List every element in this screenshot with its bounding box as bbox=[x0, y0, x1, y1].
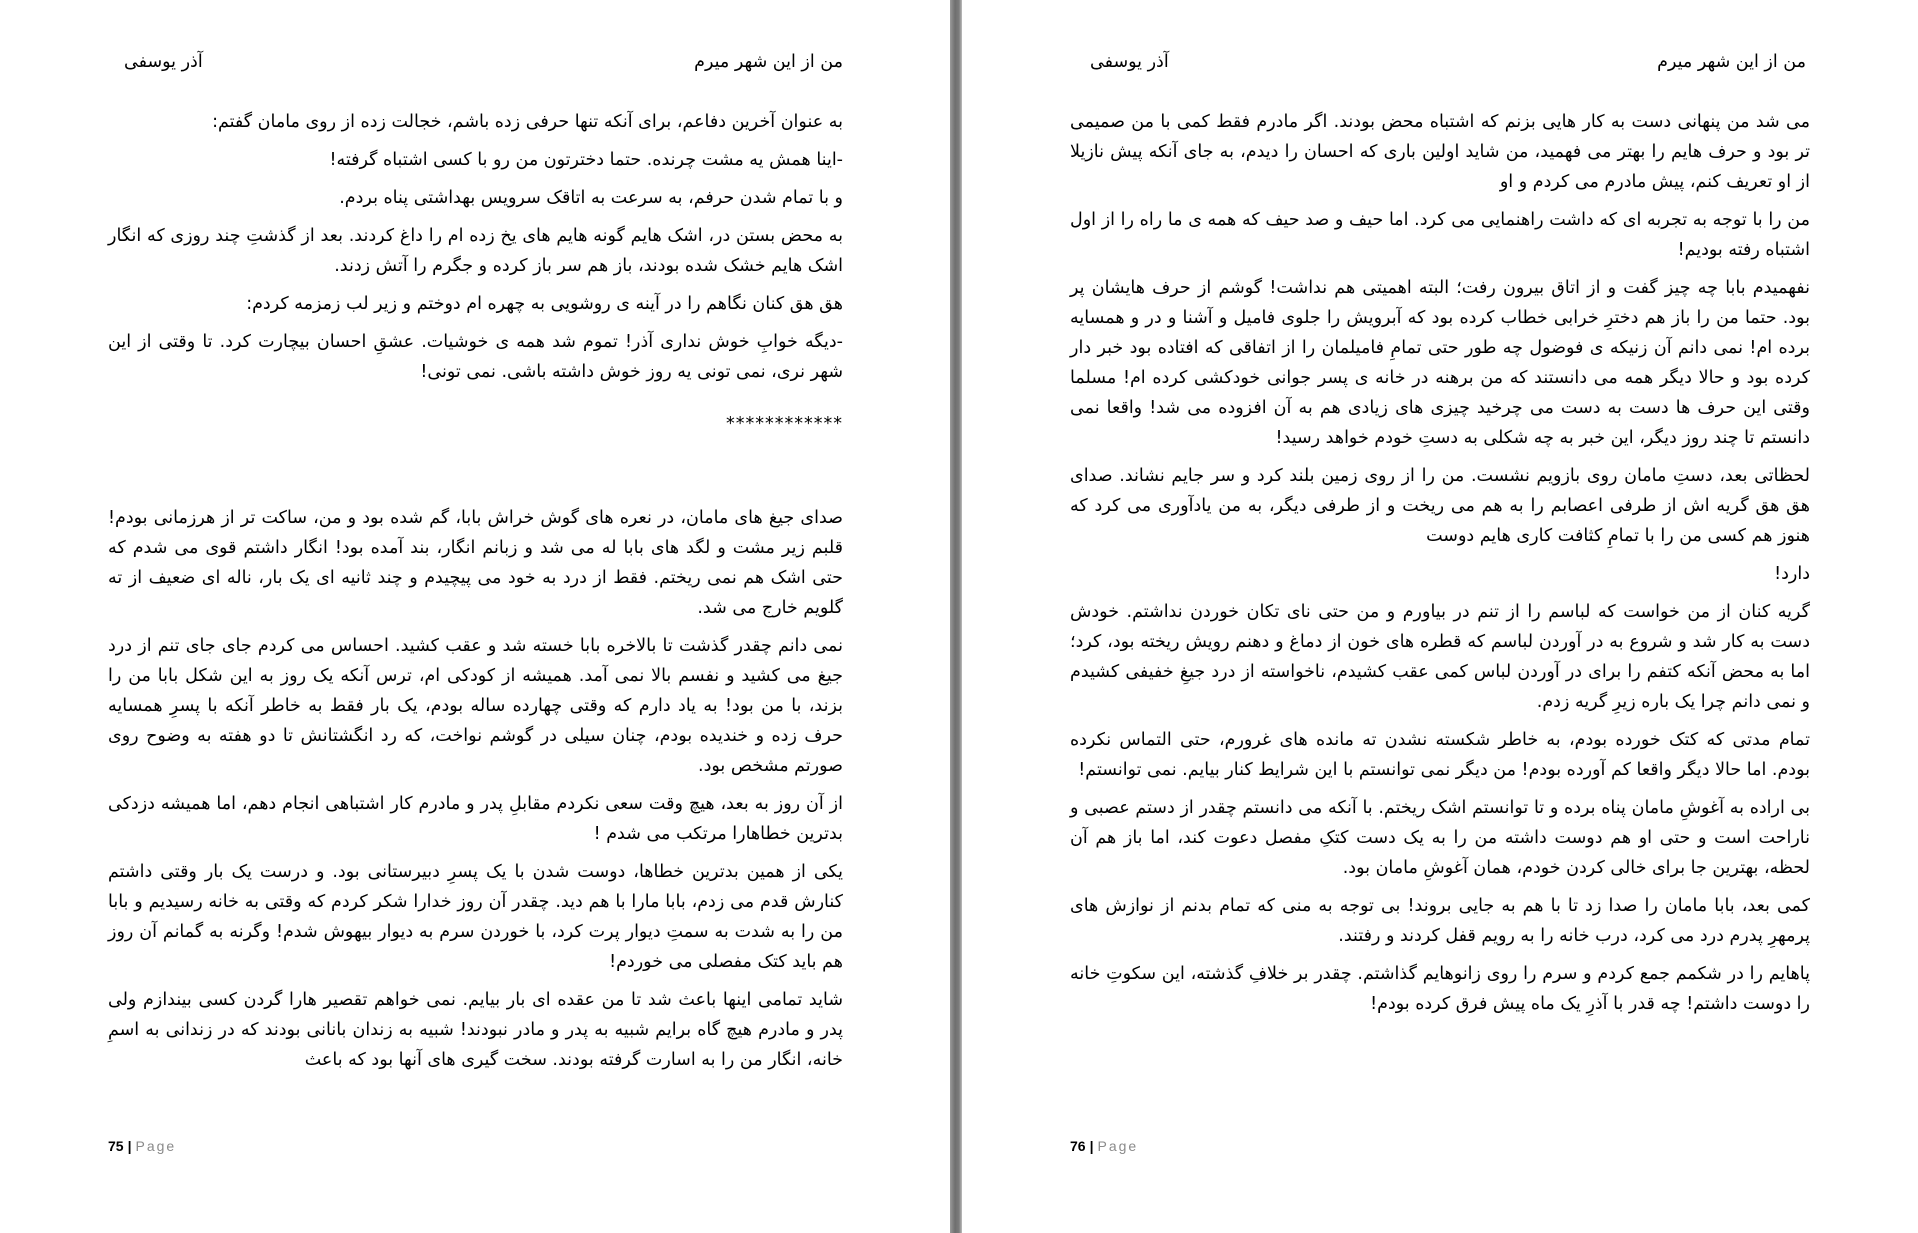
paragraph: تمام مدتی که کتک خورده بودم، به خاطر شکسته نشدن ته مانده های غرورم، حتی التماس نکرده بودم. اما حالا دیگر واقعا کم آورده بودم! من دیگر نمی توانستم با این شرایط کنار بیایم. نمی توانستم! bbox=[1070, 730, 1810, 780]
section-separator: ************ bbox=[726, 414, 843, 434]
paragraph: از آن روز به بعد، هیچ وقت سعی نکردم مقابلِ پدر و مادرم کار اشتباهی انجام دهم، اما همیشه دزدکی بدترین خطاهارا مرتکب می شدم ! bbox=[108, 794, 843, 844]
paragraph: -اینا همش یه مشت چرنده. حتما دخترتون من رو با کسی اشتباه گرفته! bbox=[329, 150, 843, 170]
paragraph: لحظاتی بعد، دستِ مامان روی بازویم نشست. من را از روی زمین بلند کرد و سر جایم نشاند. صدای هق هق گریه اش از طرفی اعصابم را به هم می ریخت و از طرفی دیگر، به من یادآوری می کرد که هنوز هم کسی من را با تمامِ کثافت کاری هایم دوست bbox=[1070, 466, 1810, 546]
paragraph: دارد! bbox=[1774, 564, 1810, 584]
footer-divider: | bbox=[1089, 1138, 1094, 1154]
footer-divider: | bbox=[127, 1138, 132, 1154]
header-author: آذر یوسفی bbox=[124, 52, 203, 72]
header-author: آذر یوسفی bbox=[1090, 52, 1169, 72]
page-body bbox=[108, 107, 843, 1083]
page-75 bbox=[0, 0, 950, 1233]
paragraph: نفهمیدم بابا چه چیز گفت و از اتاق بیرون رفت؛ البته اهمیتی هم نداشت! گوشم از حرف هایشان پر بود. حتما من را باز هم دخترِ خرابی خطاب کرده بود که آبرویش را جلوی فامیل و آشنا و در و همسایه برده ام! نمی دانم آن زنیکه ی فوضول چه طور حتی تمامِ فامیلمان را از اتفاقی که افتاده بود خبر دار کرده بود و حالا دیگر همه می دانستند که من برهنه در خانه ی پسر جوانی خودکشی کرده ام! مسلما وقتی این حرف ها دست به دست می چرخید چیزی های زیادی هم به آن افزوده می شد! واقعا نمی دانستم تا چند روز دیگر، این خبر به چه شکلی به دستِ خودم خواهد رسید! bbox=[1070, 278, 1810, 448]
paragraph: می شد من پنهانی دست به کار هایی بزنم که اشتباه محض بودند. اگر مادرم فقط کمی با من صمیمی تر بود و حرف هایم را بهتر می فهمید، من شاید اولین باری که احسان را دیدم، به جای آنکه پیش نازیلا از او تعریف کنم، پیش مادرم می کردم و او bbox=[1070, 112, 1810, 192]
paragraph: -دیگه خوابِ خوش نداری آذر! تموم شد همه ی خوشیات. عشقِ احسان بیچارت کرد. تا وقتی از این شهر نری، نمی تونی یه روز خوش داشته باشی. نمی تونی! bbox=[108, 332, 843, 382]
page-number: 76 bbox=[1070, 1138, 1086, 1154]
header-title: من از این شهر میرم bbox=[694, 52, 843, 72]
paragraph: به عنوان آخرین دفاعم، برای آنکه تنها حرفی زده باشم، خجالت زده از روی مامان گفتم: bbox=[212, 112, 843, 132]
paragraph: و با تمام شدن حرفم، به سرعت به اتاقک سرویس بهداشتی پناه بردم. bbox=[339, 188, 843, 208]
paragraph: من را با توجه به تجربه ای که داشت راهنمایی می کرد. اما حیف و صد حیف که همه ی ما راه را از اول اشتباه رفته بودیم! bbox=[1070, 210, 1810, 260]
paragraph: پاهایم را در شکمم جمع کردم و سرم را روی زانوهایم گذاشتم. چقدر بر خلافِ گذشته، این سکوتِ خانه را دوست داشتم! چه قدر با آذرِ یک ماه پیش فرق کرده بودم! bbox=[1070, 964, 1810, 1014]
page-label: Page bbox=[1097, 1138, 1139, 1154]
paragraph: یکی از همین بدترین خطاها، دوست شدن با یک پسرِ دبیرستانی بود. و درست یک بار وقتی داشتم کنارش قدم می زدم، بابا مارا با هم دید. چقدر آن روز خدارا شکر کردم که وقتی به خانه رسیدیم و بابا من را به شدت به سمتِ دیوار پرت کرد، با خوردن سرم به دیوار بیهوش شدم! وگرنه به گمانم آن روز هم باید کتک مفصلی می خوردم! bbox=[108, 862, 843, 972]
paragraph: نمی دانم چقدر گذشت تا بالاخره بابا خسته شد و عقب کشید. احساس می کردم جای جای تنم از درد جیغ می کشید و نفسم بالا نمی آمد. همیشه از کودکی ام، ترس آنکه یک روز به این شکل بابا من را بزند، با من بود! به یاد دارم که وقتی چهارده ساله بودم، یک بار فقط به خاطر آنکه با پسرِ همسایه حرف زده و خندیده بودم، چنان سیلی در گوشم نواخت، که رد انگشتانش تا دو هفته به وضوح روی صورتم مشخص بود. bbox=[108, 636, 843, 776]
paragraph: کمی بعد، بابا مامان را صدا زد تا با هم به جایی بروند! بی توجه به منی که تمام بدنم از نوازش های پرمهرِ پدرم درد می کرد، درب خانه را به رویم قفل کردند و رفتند. bbox=[1070, 896, 1810, 946]
paragraph: به محض بستن در، اشک هایم گونه هایم های یخ زده ام را داغ کردند. بعد از گذشتِ چند روزی که انگار اشک هایم خشک شده بودند، باز هم سر باز کرده و جگرم را آتش زدند. bbox=[108, 226, 843, 276]
paragraph: هق هق کنان نگاهم را در آینه ی روشویی به چهره ام دوختم و زیر لب زمزمه کردم: bbox=[246, 294, 843, 314]
page-label: Page bbox=[135, 1138, 177, 1154]
page-footer bbox=[1070, 1138, 1138, 1154]
paragraph: بی اراده به آغوشِ مامان پناه برده و تا توانستم اشک ریختم. با آنکه می دانستم چقدر از دستم عصبی و ناراحت است و حتی او هم دوست داشته من را به یک دست کتکِ مفصل دعوت کند، اما باز هم آن لحظه، بهترین جا برای خالی کردن خودم، همان آغوشِ مامان بود. bbox=[1070, 798, 1810, 878]
page-number: 75 bbox=[108, 1138, 124, 1154]
page-body bbox=[1070, 107, 1810, 1027]
header-title: من از این شهر میرم bbox=[1657, 52, 1806, 72]
paragraph: گریه کنان از من خواست که لباسم را از تنم در بیاورم و من حتی نای تکان خوردن نداشتم. خودش دست به کار شد و شروع به در آوردن لباسم که قطره های خون از دماغ و دهنم رویش ریخته بود، کرد؛ اما به محض آنکه کتفم را برای در آوردن لباس کمی عقب کشیدم، ناخواسته از درد جیغِ خفیفی کشیدم و نمی دانم چرا یک باره زیرِ گریه زدم. bbox=[1070, 602, 1810, 712]
page-footer bbox=[108, 1138, 176, 1154]
paragraph: شاید تمامی اینها باعث شد تا من عقده ای بار بیایم. نمی خواهم تقصیر هارا گردن کسی بیندازم ولی پدر و مادرم هیچ گاه برایم شبیه به پدر و مادر نبودند! شبیه به زندان بانانی بودند که در زندانی به اسمِ خانه، انگار من را به اسارت گرفته بودند. سخت گیری های آنها بود که باعث bbox=[108, 990, 843, 1070]
paragraph: صدای جیغ های مامان، در نعره های گوش خراش بابا، گم شده بود و من، ساکت تر از هرزمانی بودم! قلبم زیر مشت و لگد های بابا له می شد و زبانم انگار، بند آمده بود! انگار داشتم قوی می شدم که حتی اشک هم نمی ریختم. فقط از درد به خود می پیچیدم و چند ثانیه ای یک بار، ناله ای ضعیف از ته گلویم خارج می شد. bbox=[108, 508, 843, 618]
page-76 bbox=[962, 0, 1918, 1233]
page-gutter bbox=[950, 0, 962, 1233]
